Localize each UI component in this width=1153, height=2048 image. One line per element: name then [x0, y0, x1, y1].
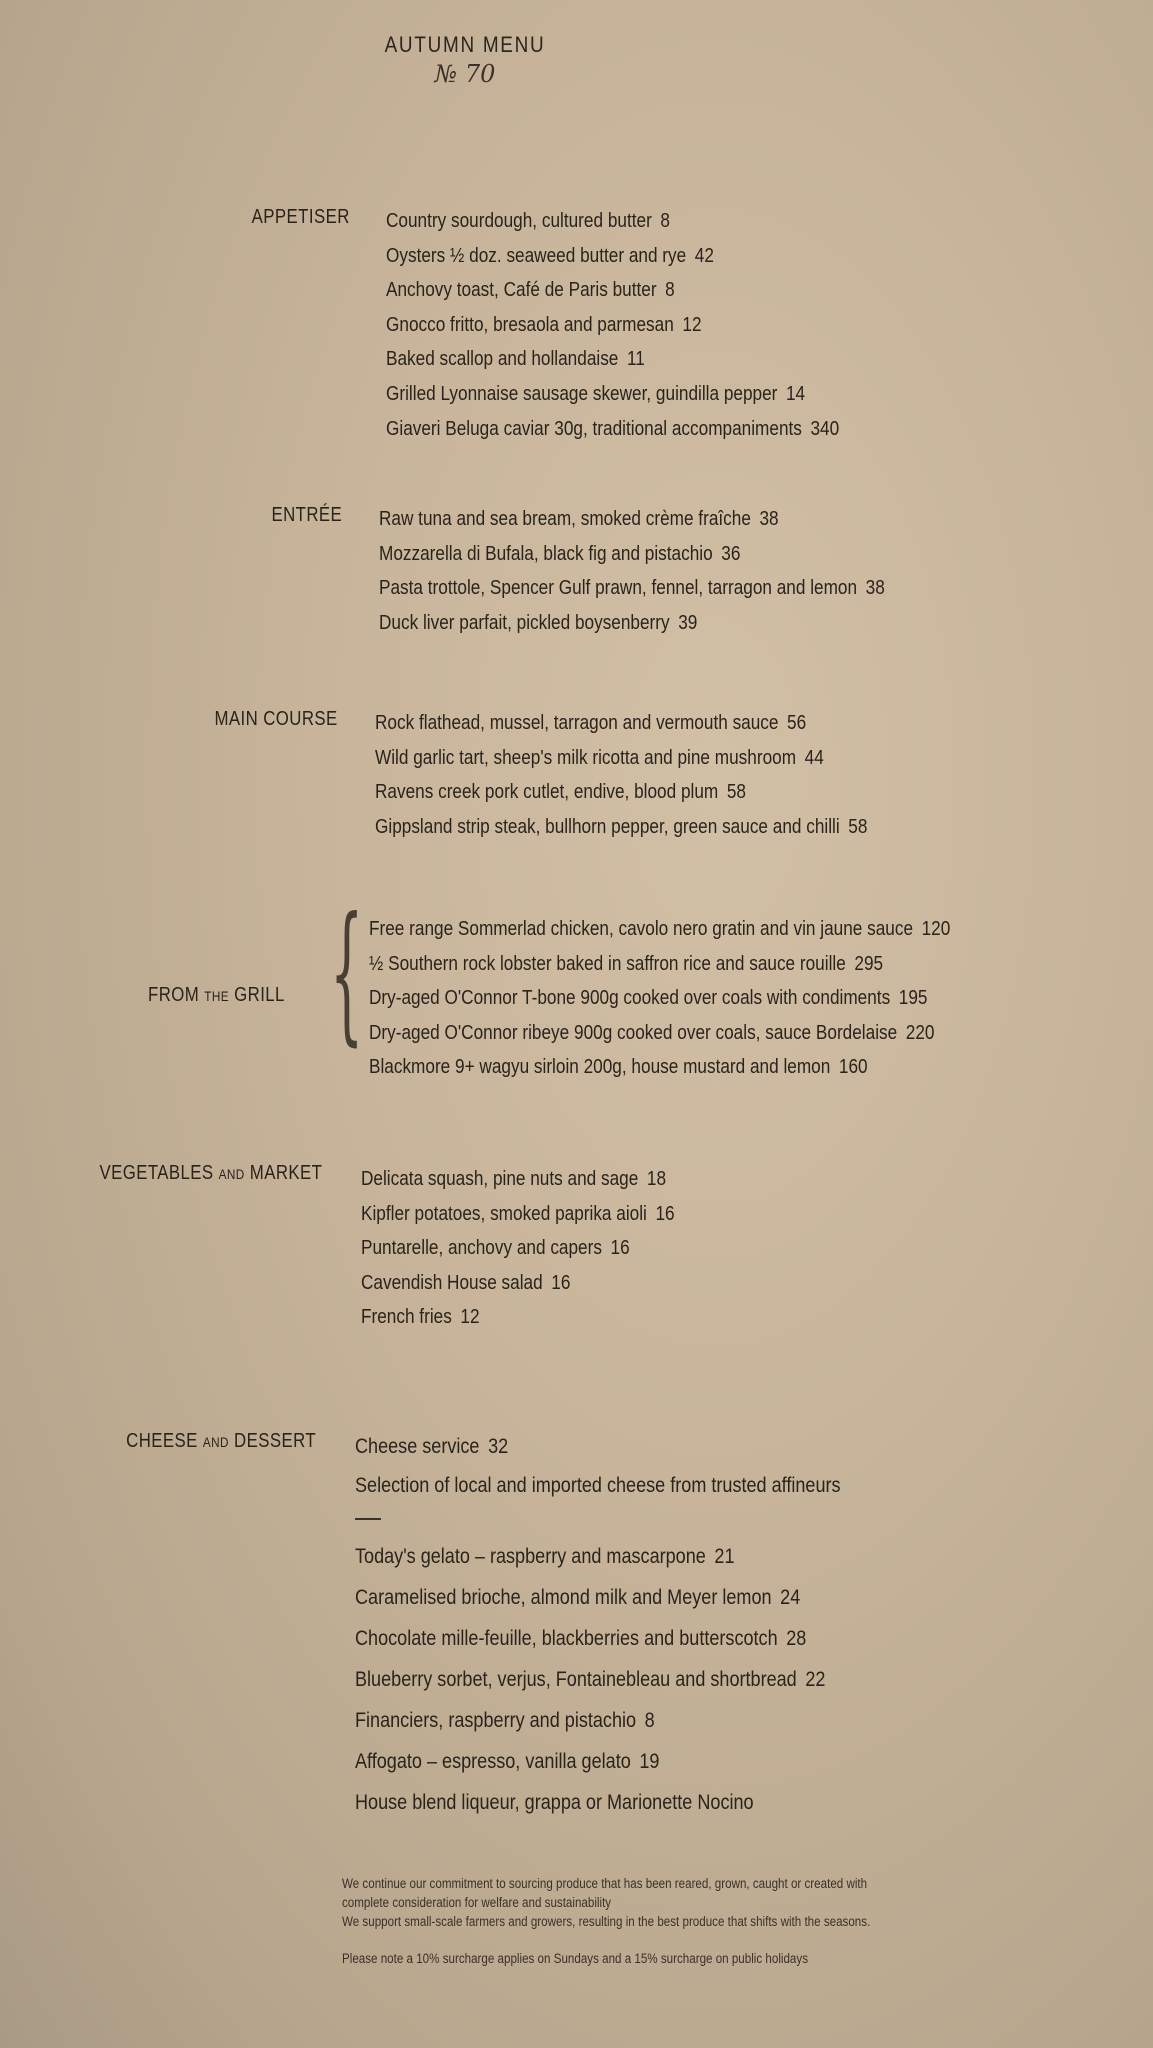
item-name: Today's gelato – raspberry and mascarpone	[355, 1545, 706, 1568]
item-list	[379, 502, 967, 640]
menu-item	[355, 1468, 849, 1504]
item-price: 12	[460, 1306, 480, 1329]
section-label-text: VEGETABLES	[99, 1162, 214, 1184]
item-name: Grilled Lyonnaise sausage skewer, guindilla pepper	[386, 382, 778, 405]
item-name: Oysters ½ doz. seaweed butter and rye	[386, 244, 687, 267]
item-price: 220	[905, 1021, 935, 1044]
footer-line: We support small-scale farmers and growers, resulting in the best produce that shifts with the seasons.	[342, 1914, 871, 1929]
item-name: Wild garlic tart, sheep's milk ricotta and pine mushroom	[375, 746, 797, 769]
section-label	[271, 504, 342, 527]
item-price: 340	[810, 417, 840, 440]
item-name: Giaveri Beluga caviar 30g, traditional accompaniments	[386, 417, 802, 440]
item-price: 19	[639, 1750, 660, 1773]
menu-item	[361, 1197, 675, 1232]
item-name: Blackmore 9+ wagyu sirloin 200g, house mustard and lemon	[369, 1056, 831, 1079]
item-price: 120	[921, 918, 951, 940]
item-price: 16	[655, 1202, 675, 1225]
menu-title: AUTUMN MENU	[384, 32, 546, 57]
item-name: Gnocco fritto, bresaola and parmesan	[386, 313, 674, 336]
item-price: 195	[898, 987, 928, 1010]
item-name: Duck liver parfait, pickled boysenberry	[379, 611, 670, 634]
item-price: 38	[759, 508, 779, 530]
item-name: Chocolate mille-feuille, blackberries and butterscotch	[355, 1627, 778, 1650]
item-list	[375, 706, 948, 844]
menu-item	[386, 308, 839, 343]
section-label-text: FROM	[148, 984, 200, 1006]
item-price: 32	[488, 1435, 509, 1458]
menu-item	[386, 412, 839, 447]
menu-item	[386, 377, 839, 412]
item-name: Free range Sommerlad chicken, cavolo nero gratin and vin jaune sauce	[369, 918, 914, 940]
menu-item	[361, 1266, 675, 1301]
item-name: Baked scallop and hollandaise	[386, 348, 619, 371]
menu-item	[369, 981, 950, 1016]
menu-header	[360, 32, 570, 88]
menu-item	[379, 606, 885, 641]
item-name: ½ Southern rock lobster baked in saffron rice and sauce rouille	[369, 952, 846, 975]
item-list	[386, 204, 913, 446]
item-name: Ravens creek pork cutlet, endive, blood plum	[375, 781, 719, 804]
item-price: 38	[865, 577, 885, 600]
item-price: 58	[726, 781, 746, 804]
item-list	[355, 1426, 930, 1823]
item-price: 42	[694, 244, 714, 267]
item-price: 21	[714, 1545, 735, 1568]
item-name: Cavendish House salad	[361, 1271, 543, 1294]
menu-item	[369, 1016, 950, 1051]
item-list	[369, 912, 1045, 1085]
section-label-rest: MARKET	[249, 1162, 322, 1184]
item-price: 16	[551, 1271, 571, 1294]
item-name: Kipfler potatoes, smoked paprika aioli	[361, 1202, 647, 1225]
menu-footer	[342, 1874, 1042, 1968]
item-name: Country sourdough, cultured butter	[386, 210, 652, 232]
section-label-small: THE	[204, 988, 230, 1004]
item-price: 14	[785, 382, 806, 405]
item-price: 36	[721, 542, 741, 565]
item-name: Dry-aged O'Connor T-bone 900g cooked over coals with condiments	[369, 987, 891, 1010]
item-price: 28	[786, 1627, 807, 1650]
item-price: 16	[610, 1237, 630, 1260]
item-name: Gippsland strip steak, bullhorn pepper, green sauce and chilli	[375, 815, 840, 838]
item-name: Delicata squash, pine nuts and sage	[361, 1168, 639, 1190]
menu-item	[361, 1300, 675, 1335]
menu-item	[369, 912, 950, 947]
item-price: 39	[678, 611, 698, 634]
section-label	[215, 708, 338, 731]
menu-item	[386, 342, 839, 377]
item-price: 295	[854, 952, 884, 975]
section-label-rest: DESSERT	[234, 1430, 316, 1452]
divider	[355, 1518, 381, 1520]
section-label-text: MAIN COURSE	[214, 708, 338, 730]
item-price: 24	[780, 1586, 801, 1609]
item-price: 44	[804, 746, 824, 769]
item-price: 18	[646, 1168, 667, 1190]
section-label	[252, 206, 350, 229]
menu-item	[355, 1426, 849, 1468]
menu-item	[379, 571, 885, 606]
footer-line: We continue our commitment to sourcing produce that has been reared, grown, caught or created with	[342, 1876, 868, 1891]
section-label	[148, 984, 285, 1007]
menu-item	[355, 1618, 849, 1659]
item-name: Financiers, raspberry and pistachio	[355, 1709, 637, 1732]
menu-item	[355, 1700, 849, 1741]
footer-line: complete consideration for welfare and sustainability	[342, 1895, 612, 1910]
section-label-text: CHEESE	[126, 1430, 198, 1452]
menu-number: № 70	[434, 60, 496, 88]
item-name: Cheese service	[355, 1435, 480, 1458]
item-name: Rock flathead, mussel, tarragon and vermouth sauce	[375, 712, 779, 734]
menu-item	[361, 1231, 675, 1266]
section-label	[99, 1162, 322, 1185]
menu-item	[386, 204, 839, 239]
menu-item	[355, 1782, 849, 1823]
menu-item	[369, 1050, 950, 1085]
menu-item	[355, 1741, 849, 1782]
menu-item	[375, 741, 867, 776]
item-price: 8	[665, 279, 675, 302]
item-price: 12	[682, 313, 702, 336]
item-price: 8	[644, 1709, 655, 1732]
item-name: Anchovy toast, Café de Paris butter	[386, 279, 657, 302]
item-name: House blend liqueur, grappa or Marionette Nocino	[355, 1791, 754, 1814]
section-label	[126, 1430, 316, 1453]
section-label-text: ENTRÉE	[271, 504, 342, 526]
menu-item	[355, 1577, 849, 1618]
item-price: 56	[787, 712, 807, 734]
menu-item	[379, 537, 885, 572]
item-name: Puntarelle, anchovy and capers	[361, 1237, 602, 1260]
section-label-text: APPETISER	[251, 206, 350, 228]
menu-item	[355, 1659, 849, 1700]
menu-item	[375, 775, 867, 810]
item-name: Affogato – espresso, vanilla gelato	[355, 1750, 631, 1773]
section-label-small: AND	[202, 1434, 229, 1450]
section-label-rest: GRILL	[234, 984, 285, 1006]
item-list	[361, 1162, 726, 1335]
surcharge-note: Please note a 10% surcharge applies on Sundays and a 15% surcharge on public holidays	[342, 1951, 808, 1966]
menu-item	[369, 947, 950, 982]
item-name: Pasta trottole, Spencer Gulf prawn, fennel, tarragon and lemon	[379, 577, 858, 600]
menu-item	[355, 1536, 849, 1577]
menu-item	[375, 706, 867, 741]
menu-item	[379, 502, 885, 537]
section-label-small: AND	[218, 1166, 245, 1182]
item-price: 58	[848, 815, 868, 838]
item-price: 11	[626, 348, 645, 371]
item-price: 22	[805, 1668, 826, 1691]
item-price: 160	[838, 1056, 868, 1079]
item-name: French fries	[361, 1306, 452, 1329]
curly-brace-icon: {	[330, 886, 364, 1060]
item-name: Caramelised brioche, almond milk and Meyer lemon	[355, 1586, 772, 1609]
item-price: 8	[660, 210, 670, 232]
menu-item	[386, 239, 839, 274]
item-name: Mozzarella di Bufala, black fig and pistachio	[379, 542, 713, 565]
item-name: Dry-aged O'Connor ribeye 900g cooked over coals, sauce Bordelaise	[369, 1021, 898, 1044]
item-name: Raw tuna and sea bream, smoked crème fraîche	[379, 508, 751, 530]
menu-item	[386, 273, 839, 308]
item-name: Blueberry sorbet, verjus, Fontainebleau and shortbread	[355, 1668, 797, 1691]
menu-item	[361, 1162, 675, 1197]
item-name: Selection of local and imported cheese from trusted affineurs	[355, 1474, 841, 1497]
menu-item	[375, 810, 867, 845]
